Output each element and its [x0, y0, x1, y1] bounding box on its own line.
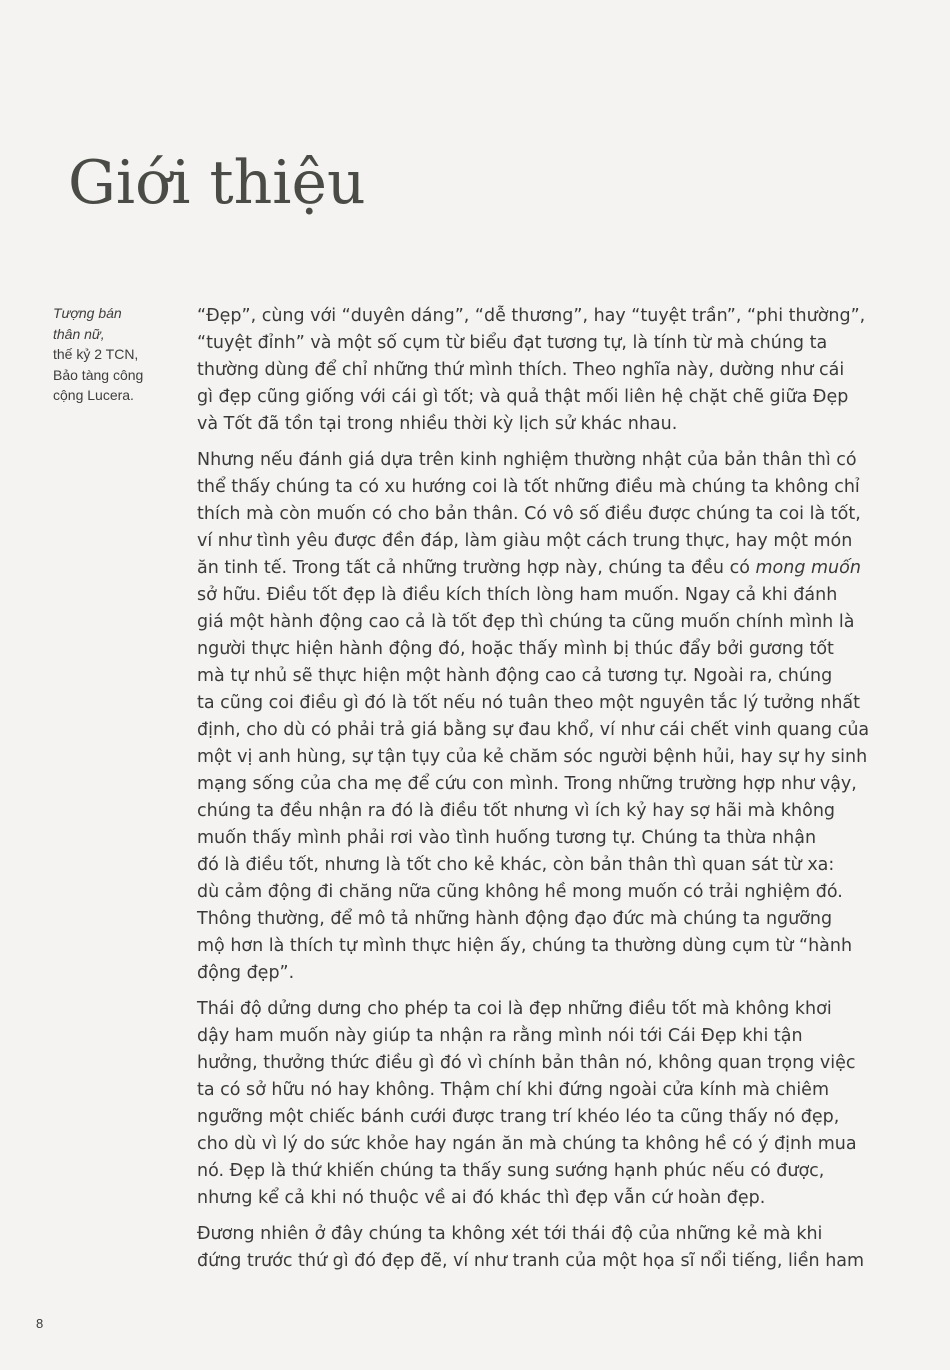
text-line: giá một hành động cao cả là tốt đẹp thì chúng ta cũng muốn chính mình là: [197, 612, 855, 632]
caption-line: cộng Lucera.: [53, 387, 134, 403]
text-line: người thực hiện hành động đó, hoặc thấy mình bị thúc đẩy bởi gương tốt: [197, 639, 834, 659]
text-line: ta cũng coi điều gì đó là tốt nếu nó tuân theo một nguyên tắc lý tưởng nhất: [197, 693, 861, 713]
text-line: cho dù vì lý do sức khỏe hay ngán ăn mà chúng ta không hề có ý định mua: [197, 1134, 857, 1154]
text-line: nó. Đẹp là thứ khiến chúng ta thấy sung sướng hạnh phúc nếu có được,: [197, 1161, 825, 1181]
text-line: mạng sống của cha mẹ để cứu con mình. Trong những trường hợp như vậy,: [197, 774, 857, 794]
text-line: ta có sở hữu nó hay không. Thậm chí khi đứng ngoài cửa kính mà chiêm: [197, 1080, 829, 1100]
text-line: dù cảm động đi chăng nữa cũng không hề mong muốn có trải nghiệm đó.: [197, 882, 843, 902]
text-line: ví như tình yêu được đền đáp, làm giàu một cách trung thực, hay một món: [197, 531, 853, 551]
text-line: thể thấy chúng ta có xu hướng coi là tốt những điều mà chúng ta không chỉ: [197, 477, 860, 497]
text-line: [197, 555, 902, 582]
text-line: gì đẹp cũng giống với cái gì tốt; và quả thật mối liên hệ chặt chẽ giữa Đẹp: [197, 387, 849, 407]
text-line: Đương nhiên ở đây chúng ta không xét tới thái độ của những kẻ mà khi: [197, 1224, 823, 1244]
text-line: Thông thường, để mô tả những hành động đạo đức mà chúng ta ngưỡng: [197, 909, 833, 929]
text-line: một vị anh hùng, sự tận tụy của kẻ chăm sóc người bệnh hủi, hay sự hy sinh: [197, 747, 868, 767]
text-line: sở hữu. Điều tốt đẹp là điều kích thích lòng ham muốn. Ngay cả khi đánh: [197, 585, 838, 605]
text-line: muốn thấy mình phải rơi vào tình huống tương tự. Chúng ta thừa nhận: [197, 828, 817, 848]
text-line: mộ hơn là thích tự mình thực hiện ấy, chúng ta thường dùng cụm từ “hành: [197, 936, 853, 956]
page-title: Giới thiệu: [68, 148, 366, 218]
text-line: “Đẹp”, cùng với “duyên dáng”, “dễ thương”, hay “tuyệt trần”, “phi thường”,: [197, 306, 866, 326]
text-line: thích mà còn muốn có cho bản thân. Có vô số điều được chúng ta coi là tốt,: [197, 504, 861, 524]
paragraph-4: [197, 1221, 902, 1275]
caption-line: Bảo tàng công: [53, 366, 144, 383]
text-line: dậy ham muốn này giúp ta nhận ra rằng mình nói tới Cái Đẹp khi tận: [197, 1026, 803, 1046]
caption-line: thân nữ,: [53, 325, 105, 342]
body-text: [197, 303, 902, 1284]
text-line: đó là điều tốt, nhưng là tốt cho kẻ khác, còn bản thân thì quan sát từ xa:: [197, 855, 835, 875]
text-line: “tuyệt đỉnh” và một số cụm từ biểu đạt tương tự, là tính từ mà chúng ta: [197, 333, 828, 353]
paragraph-1: [197, 303, 902, 438]
text-line: thường dùng để chỉ những thứ mình thích. Theo nghĩa này, dường như cái: [197, 360, 845, 380]
paragraph-2: [197, 447, 902, 987]
text-line: hưởng, thưởng thức điều gì đó vì chính bản thân nó, không quan trọng việc: [197, 1053, 856, 1073]
image-caption: [53, 303, 183, 406]
text-line: đứng trước thứ gì đó đẹp đẽ, ví như tranh của một họa sĩ nổi tiếng, liền ham: [197, 1251, 865, 1271]
caption-line: thế kỷ 2 TCN,: [53, 346, 139, 362]
text-line: mà tự nhủ sẽ thực hiện một hành động cao cả tương tự. Ngoài ra, chúng: [197, 666, 833, 686]
paragraph-3: [197, 996, 902, 1212]
text-line: Nhưng nếu đánh giá dựa trên kinh nghiệm thường nhật của bản thân thì có: [197, 450, 857, 470]
text-line: chúng ta đều nhận ra đó là điều tốt nhưng vì ích kỷ hay sợ hãi mà không: [197, 801, 836, 821]
text-segment: ăn tinh tế. Trong tất cả những trường hợp này, chúng ta đều có: [197, 558, 756, 578]
text-line: và Tốt đã tồn tại trong nhiều thời kỳ lịch sử khác nhau.: [197, 414, 678, 434]
text-line: định, cho dù có phải trả giá bằng sự đau khổ, ví như cái chết vinh quang của: [197, 720, 870, 740]
page-number: 8: [36, 1316, 44, 1331]
text-line: nhưng kể cả khi nó thuộc về ai đó khác thì đẹp vẫn cứ hoàn đẹp.: [197, 1188, 766, 1208]
text-line: Thái độ dửng dưng cho phép ta coi là đẹp những điều tốt mà không khơi: [197, 999, 832, 1019]
text-line: ngưỡng một chiếc bánh cưới được trang trí khéo léo ta cũng thấy nó đẹp,: [197, 1107, 840, 1127]
text-line: động đẹp”.: [197, 963, 295, 983]
emphasis-text: mong muốn: [755, 558, 861, 578]
caption-line: Tượng bán: [53, 305, 122, 321]
